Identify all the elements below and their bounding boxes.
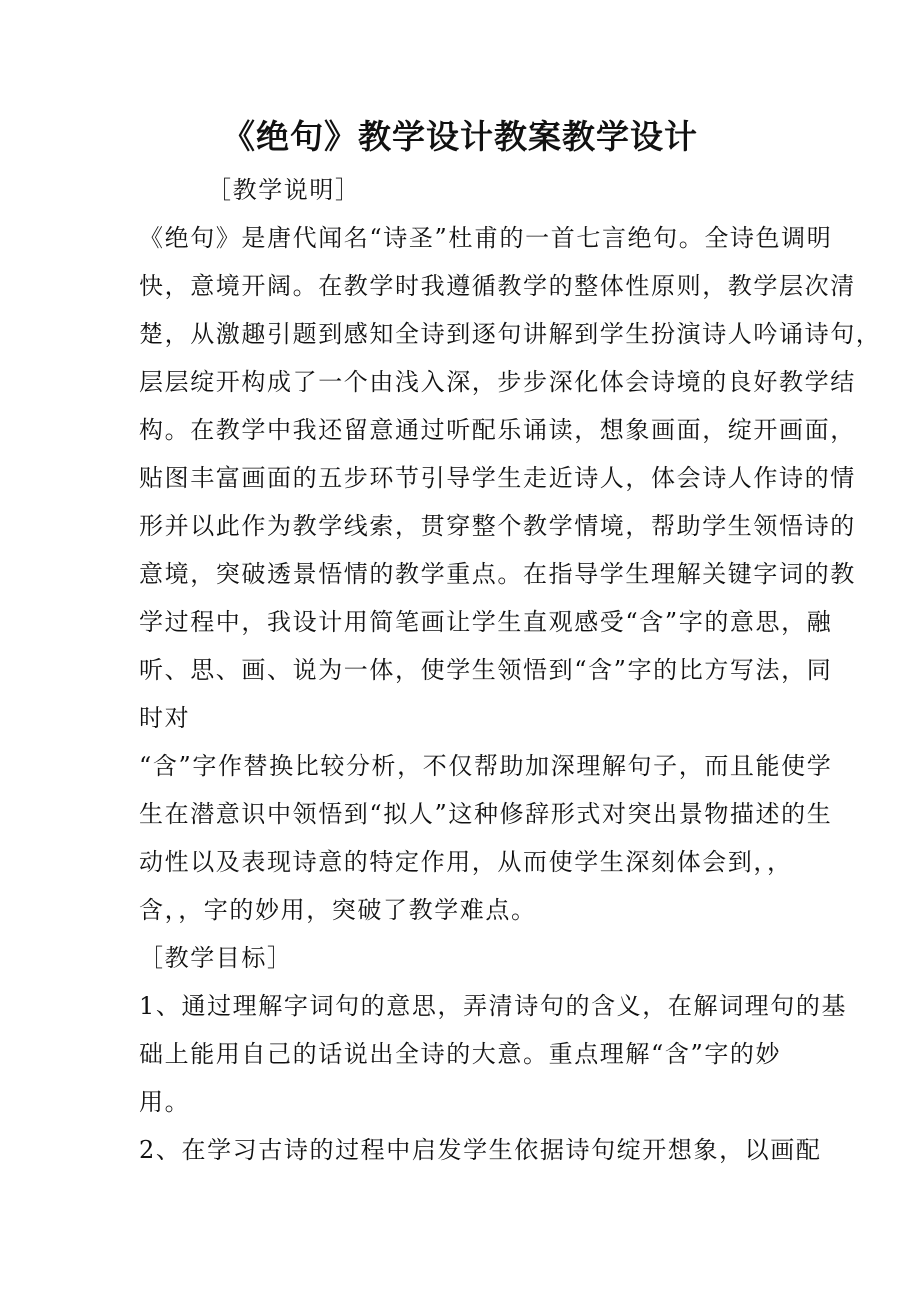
section-heading-teaching-goals: ［教学目标］ [139, 944, 293, 972]
paragraph-line: 生在潜意识中领悟到“拟人”这种修辞形式对突出景物描述的生 [139, 800, 833, 828]
goal-line: 础上能用自己的话说出全诗的大意。重点理解“含”字的妙 [139, 1040, 782, 1068]
paragraph-line: 动性以及表现诗意的特定作用，从而使学生深刻体会到，， [139, 848, 793, 876]
paragraph-line: 贴图丰富画面的五步环节引导学生走近诗人，体会诗人作诗的情 [139, 464, 856, 492]
paragraph-line: 含，，字的妙用，突破了教学难点。 [139, 896, 537, 924]
paragraph-line: “含”字作替换比较分析，不仅帮助加深理解句子，而且能使学 [139, 752, 833, 780]
paragraph-line: 学过程中，我设计用简笔画让学生直观感受“含”字的意思，融 [139, 608, 833, 636]
goal-line: 2、在学习古诗的过程中启发学生依据诗句绽开想象，以画配 [139, 1136, 822, 1164]
goal-line: 用。 [139, 1088, 191, 1116]
paragraph-line: 形并以此作为教学线索，贯穿整个教学情境，帮助学生领悟诗的 [139, 512, 856, 540]
document-title: 《绝句》教学设计教案教学设计 [222, 117, 698, 156]
paragraph-line: 楚，从激趣引题到感知全诗到逐句讲解到学生扮演诗人吟诵诗句， [139, 320, 882, 348]
paragraph-line: 层层绽开构成了一个由浅入深，步步深化体会诗境的良好教学结 [139, 368, 856, 396]
paragraph-line: 构。在教学中我还留意通过听配乐诵读，想象画面，绽开画面， [139, 416, 856, 444]
section-heading-teaching-notes: ［教学说明］ [207, 176, 361, 204]
paragraph-line: 时对 [139, 704, 191, 732]
goal-line: 1、通过理解字词句的意思，弄清诗句的含义，在解词理句的基 [139, 992, 848, 1020]
paragraph-line: 《绝句》是唐代闻名“诗圣”杜甫的一首七言绝句。全诗色调明 [139, 224, 833, 252]
paragraph-line: 听、思、画、说为一体，使学生领悟到“含”字的比方写法，同 [139, 656, 833, 684]
paragraph-line: 意境，突破透景悟情的教学重点。在指导学生理解关键字词的教 [139, 560, 856, 588]
paragraph-line: 快，意境开阔。在教学时我遵循教学的整体性原则，教学层次清 [139, 272, 856, 300]
